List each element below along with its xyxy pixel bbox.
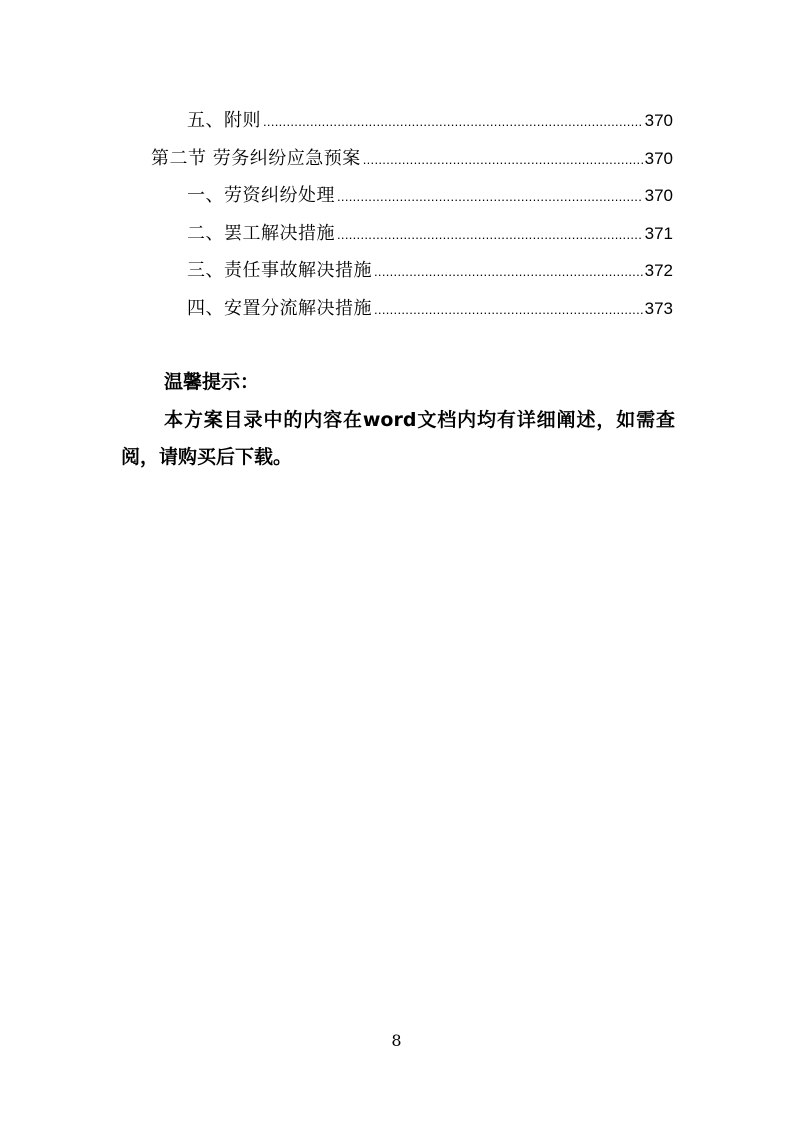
toc-leader-dots bbox=[363, 141, 643, 179]
toc-entry[interactable] bbox=[121, 140, 673, 178]
tip-title: 温馨提示： bbox=[164, 371, 260, 393]
toc-entry[interactable] bbox=[121, 177, 673, 215]
tip-note bbox=[121, 364, 675, 476]
toc-entry-page: 373 bbox=[644, 298, 673, 318]
toc-entry[interactable] bbox=[121, 252, 673, 290]
toc-entry-title: 五、附则 bbox=[187, 110, 261, 131]
toc-entry-title: 第二节 劳务纠纷应急预案 bbox=[151, 147, 361, 169]
table-of-contents bbox=[121, 102, 673, 327]
toc-leader-dots bbox=[374, 291, 643, 329]
toc-entry-title: 二、罢工解决措施 bbox=[187, 222, 335, 244]
toc-entry-title: 一、劳资纠纷处理 bbox=[187, 185, 335, 206]
tip-body: 本方案目录中的内容在word文档内均有详细阐述，如需查阅，请购买后下载。 bbox=[121, 409, 675, 468]
page-number: 8 bbox=[391, 1031, 402, 1050]
toc-leader-dots bbox=[337, 178, 643, 216]
toc-entry-page: 372 bbox=[644, 261, 673, 280]
toc-entry[interactable] bbox=[121, 290, 673, 328]
toc-entry-page: 370 bbox=[644, 148, 673, 168]
toc-leader-dots bbox=[263, 103, 643, 141]
toc-leader-dots bbox=[337, 216, 643, 254]
toc-entry-title: 三、责任事故解决措施 bbox=[187, 260, 372, 281]
toc-entry-page: 370 bbox=[644, 111, 673, 130]
toc-entry[interactable] bbox=[121, 215, 673, 253]
toc-entry[interactable] bbox=[121, 102, 673, 140]
toc-entry-title: 四、安置分流解决措施 bbox=[187, 297, 372, 319]
toc-entry-page: 371 bbox=[644, 223, 673, 243]
toc-entry-page: 370 bbox=[644, 186, 673, 205]
toc-leader-dots bbox=[374, 253, 643, 291]
